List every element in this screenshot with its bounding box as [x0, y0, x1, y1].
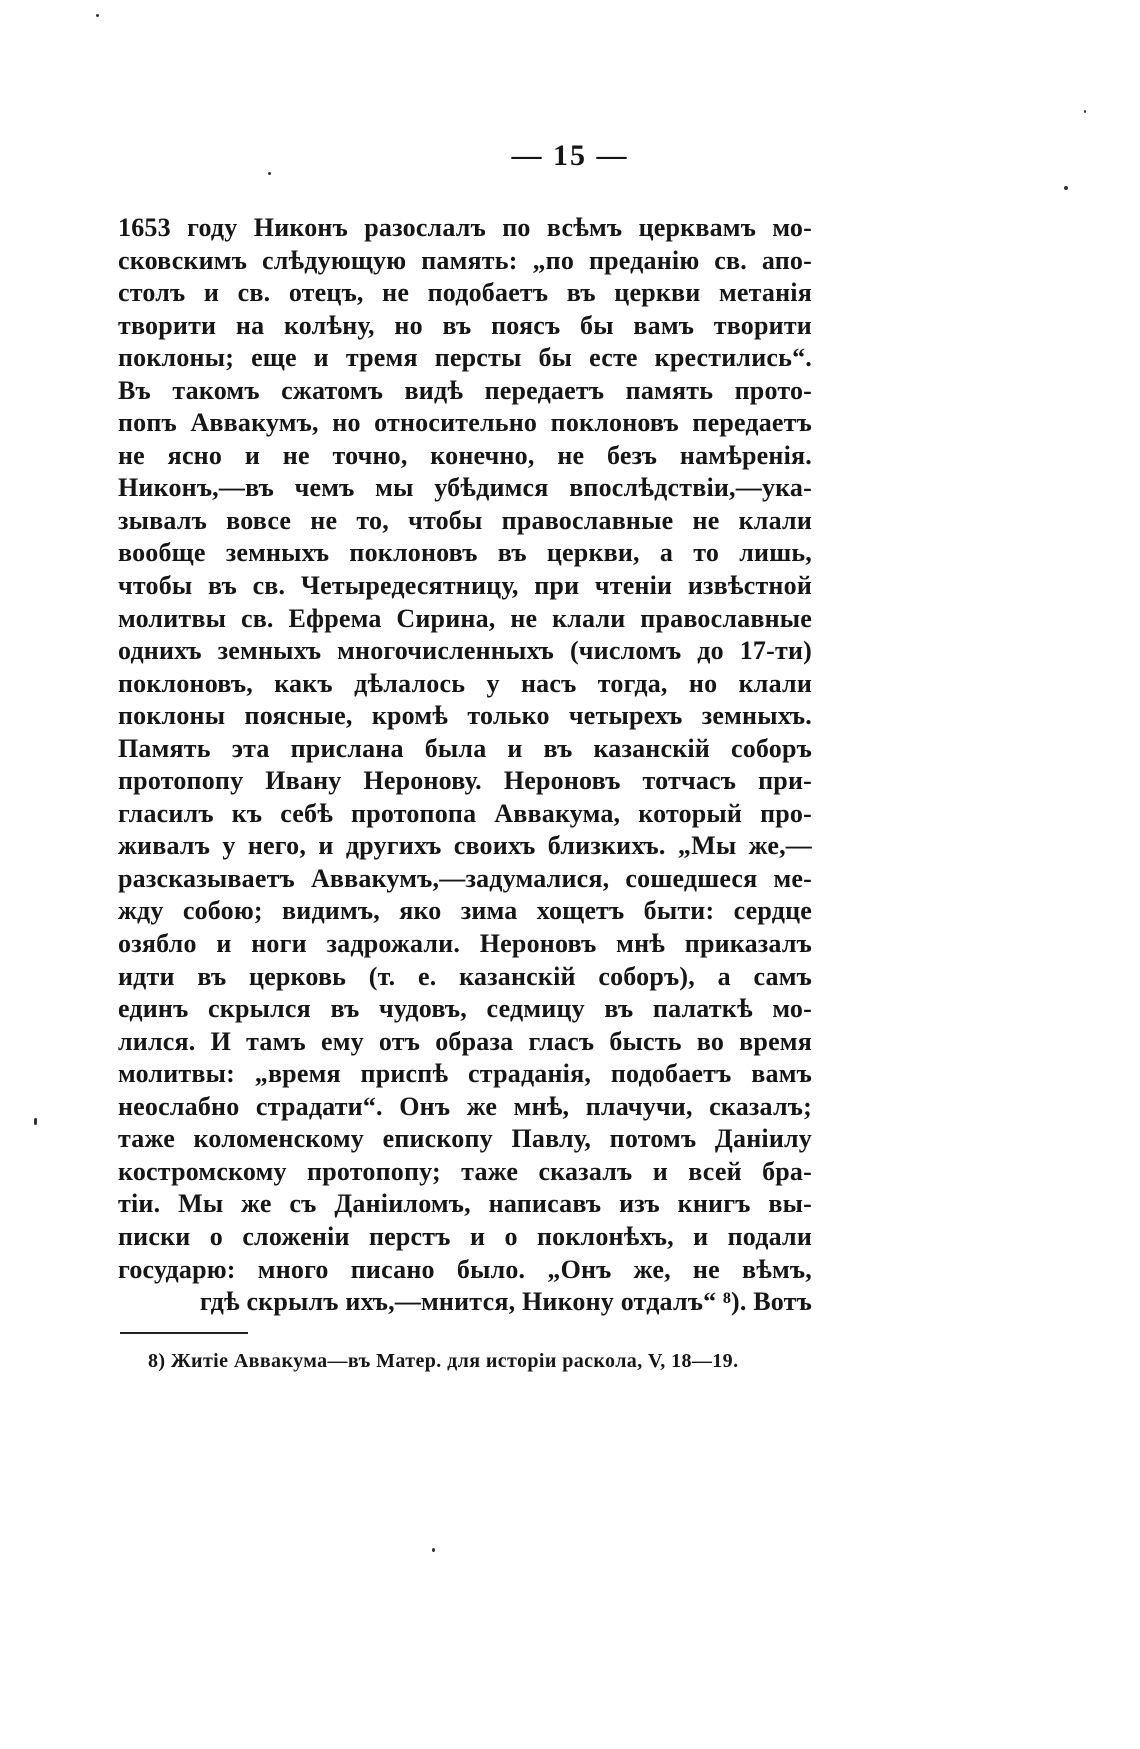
footnote: 8) Житіе Аввакума—въ Матер. для исторіи раскола, V, 18—19. [148, 1350, 739, 1372]
text-line: однихъ земныхъ многочисленныхъ (числомъ до 17-ти) [118, 636, 812, 666]
text-line: творити на колѣну, но въ поясъ бы вамъ творити [118, 310, 812, 340]
text-line: Въ такомъ сжатомъ видѣ передаетъ память прото- [118, 375, 812, 405]
text-line: попъ Аввакумъ, но относительно поклоновъ передаетъ [118, 408, 812, 438]
body-text [118, 212, 812, 1319]
page-number: — 15 — [511, 139, 629, 172]
text-line: гласилъ къ себѣ протопопа Аввакума, который про- [118, 798, 812, 828]
scan-speck [432, 1548, 435, 1552]
text-line: разсказываетъ Аввакумъ,—задумалися, сошедшеся ме- [118, 863, 812, 893]
text-line: единъ скрылся въ чудовъ, седмицу въ палаткѣ мо- [118, 994, 812, 1024]
text-line: Память эта прислана была и въ казанскій соборъ [118, 733, 812, 763]
text-line: идти въ церковь (т. е. казанскій соборъ), а самъ [118, 961, 812, 991]
text-line: таже коломенскому епископу Павлу, потомъ Даніилу [118, 1124, 812, 1154]
text-line: неослабно страдати“. Онъ же мнѣ, плачучи, сказалъ; [118, 1091, 812, 1121]
text-line: протопопу Ивану Неронову. Нероновъ тотчасъ при- [118, 766, 812, 796]
text-line: лился. И тамъ ему отъ образа гласъ бысть во время [118, 1026, 812, 1056]
text-line: жду собою; видимъ, яко зима хощетъ быти: сердце [118, 896, 812, 926]
text-line: столъ и св. отецъ, не подобаетъ въ церкви метанія [118, 278, 812, 308]
text-line: 1653 году Никонъ разослалъ по всѣмъ церквамъ мо- [118, 213, 812, 242]
text-line: зывалъ вовсе не то, чтобы православные не клали [118, 505, 812, 535]
text-line: поклоны; еще и тремя персты бы есте крестились“. [118, 343, 812, 373]
footnote-rule [120, 1332, 248, 1334]
scan-speck [1084, 110, 1086, 113]
text-line: молитвы св. Ефрема Сирина, не клали православные [118, 603, 812, 633]
scan-speck [268, 172, 271, 175]
text-line: тіи. Мы же съ Даніиломъ, написавъ изъ книгъ вы- [118, 1189, 812, 1219]
text-line: поклоны поясные, кромѣ только четырехъ земныхъ. [118, 701, 812, 731]
text-line: молитвы: „время приспѣ страданія, подобаетъ вамъ [118, 1059, 812, 1089]
text-line: озябло и ноги задрожали. Нероновъ мнѣ приказалъ [118, 929, 812, 959]
text-line: гдѣ скрылъ ихъ,—мнится, Никону отдалъ“ ⁸). Вотъ [199, 1287, 812, 1317]
scan-speck [1064, 186, 1068, 190]
text-line: Никонъ,—въ чемъ мы убѣдимся впослѣдствіи,—ука- [118, 473, 812, 503]
text-line: вообще земныхъ поклоновъ въ церкви, а то лишь, [118, 538, 812, 568]
scan-speck [96, 14, 99, 17]
scan-speck [34, 1118, 37, 1125]
text-line: сковскимъ слѣдующую память: „по преданію св. апо- [118, 245, 812, 275]
text-line: костромскому протопопу; таже сказалъ и всей бра- [118, 1156, 812, 1186]
text-line: поклоновъ, какъ дѣлалось у насъ тогда, но клали [118, 668, 812, 698]
text-line: не ясно и не точно, конечно, не безъ намѣренія. [118, 440, 812, 470]
text-line: государю: много писано было. „Онъ же, не вѣмъ, [118, 1254, 812, 1284]
text-line: живалъ у него, и другихъ своихъ близкихъ. „Мы же,— [118, 831, 812, 861]
text-line: чтобы въ св. Четыредесятницу, при чтеніи извѣстной [118, 571, 812, 601]
text-line: писки о сложеніи перстъ и о поклонѣхъ, и подали [118, 1221, 812, 1251]
